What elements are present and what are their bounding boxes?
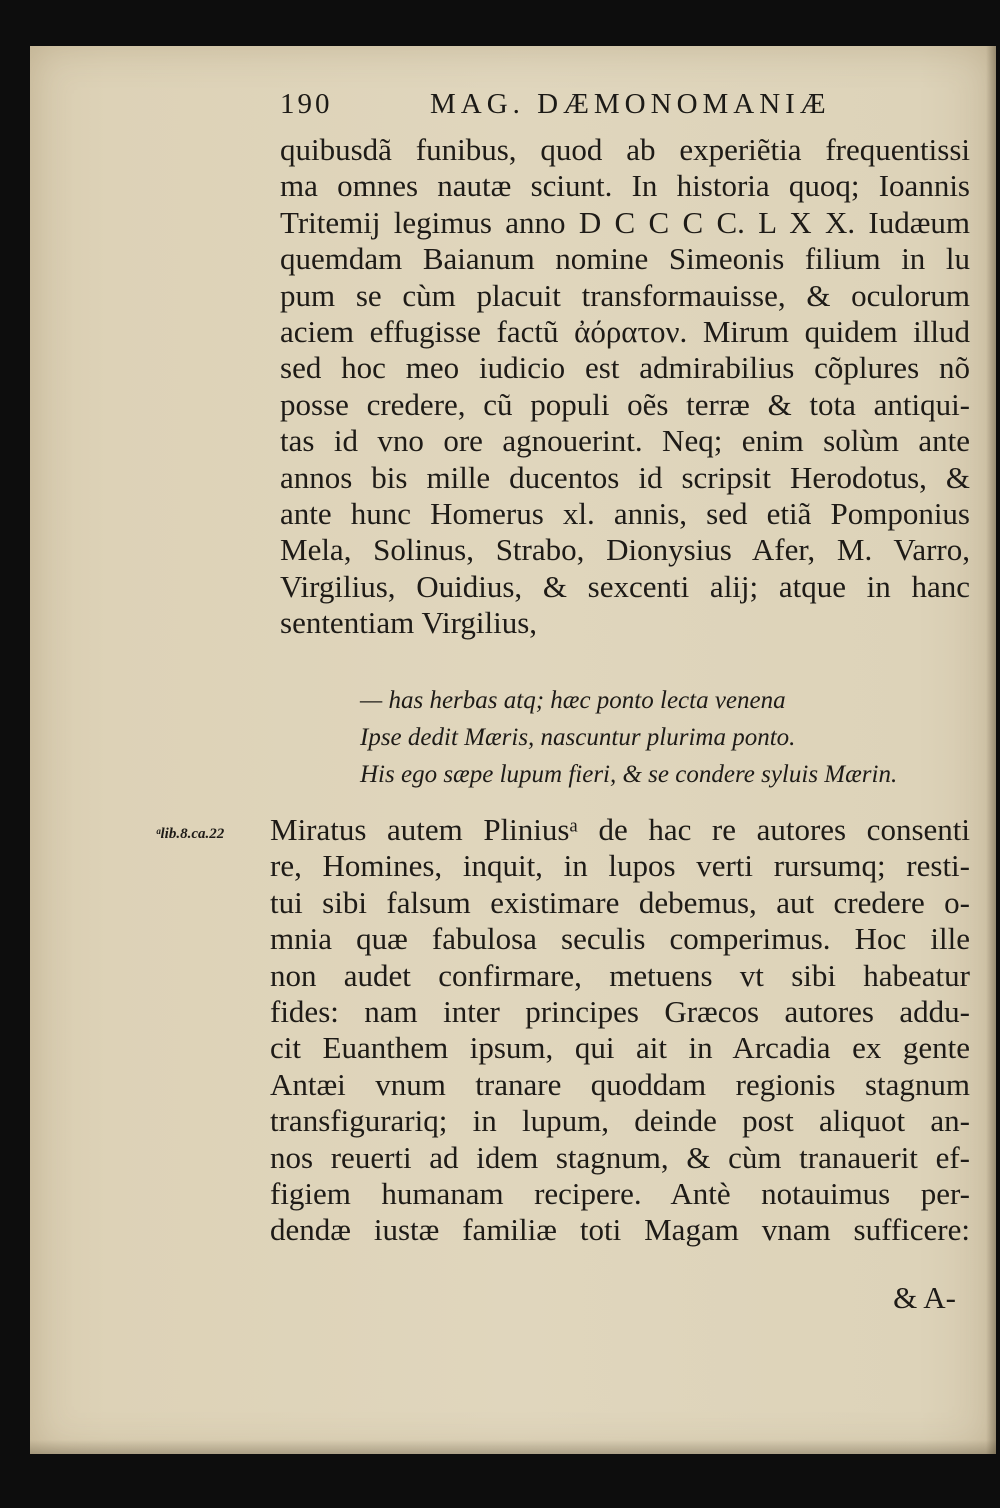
text-line: Mela, Solinus, Strabo, Dionysius Afer, M. Varro,	[280, 532, 970, 568]
text-line: tas id vno ore agnouerint. Neq; enim solùm ante	[280, 423, 970, 459]
text-line: posse credere, cũ populi oẽs terræ & tota antiqui-	[280, 386, 970, 422]
text-line: pum se cùm placuit transformauisse, & oculorum	[280, 277, 970, 313]
text-line: dendæ iustæ familiæ toti Magam vnam sufficere:	[270, 1212, 970, 1248]
text-line: quemdam Baianum nomine Simeonis filium in lu	[280, 241, 970, 277]
paragraph-2	[270, 812, 970, 1249]
paragraph-1	[280, 132, 970, 641]
running-title: MAG. DÆMONOMANIÆ	[430, 88, 831, 120]
verse-quotation	[360, 682, 970, 793]
text-line: Antæi vnum tranare quoddam regionis stagnum	[270, 1066, 970, 1102]
text-line: Tritemij legimus anno D C C C C. L X X. Iudæum	[280, 204, 970, 240]
page-edge-shadow	[986, 46, 996, 1454]
page-number: 190	[280, 88, 333, 120]
text-line: mnia quæ fabulosa seculis comperimus. Hoc ille	[270, 921, 970, 957]
text-line: re, Homines, inquit, in lupos verti rursumq; resti-	[270, 848, 970, 884]
text-line: Virgilius, Ouidius, & sexcenti alij; atque in hanc	[280, 568, 970, 604]
text-line: figiem humanam recipere. Antè notauimus per-	[270, 1175, 970, 1211]
text-line: fides: nam inter principes Græcos autores addu-	[270, 993, 970, 1029]
text-line: ma omnes nautæ sciunt. In historia quoq; Ioannis	[280, 168, 970, 204]
text-line: nos reuerti ad idem stagnum, & cùm tranauerit ef-	[270, 1139, 970, 1175]
verse-line: His ego sæpe lupum fieri, & se condere syluis Mærin.	[360, 761, 898, 788]
verse-line: Ipse dedit Mæris, nascuntur plurima ponto.	[360, 724, 796, 751]
running-head	[280, 88, 920, 128]
text-line: sed hoc meo iudicio est admirabilius cõplures nõ	[280, 350, 970, 386]
text-line: aciem effugisse factũ ἀόρατον. Mirum quidem illud	[280, 313, 970, 349]
text-line: ante hunc Homerus xl. annis, sed etiã Pomponius	[280, 495, 970, 531]
book-page	[30, 46, 996, 1454]
catchword: & A-	[893, 1280, 956, 1315]
text-line: cit Euanthem ipsum, qui ait in Arcadia ex gente	[270, 1030, 970, 1066]
text-line: sententiam Virgilius,	[280, 605, 538, 641]
marginal-note: ᵃlib.8.ca.22	[156, 826, 225, 842]
text-line: transfigurariq; in lupum, deinde post aliquot an-	[270, 1103, 970, 1139]
verse-line: — has herbas atq; hæc ponto lecta venena	[360, 687, 786, 714]
text-line: annos bis mille ducentos id scripsit Herodotus, &	[280, 459, 970, 495]
page-bottom-shadow	[30, 1440, 996, 1454]
text-line: non audet confirmare, metuens vt sibi habeatur	[270, 957, 970, 993]
text-line: Miratus autem Pliniusᵃ de hac re autores consenti	[270, 812, 970, 847]
text-line: quibusdã funibus, quod ab experiẽtia frequentissi	[280, 132, 970, 167]
text-line: tui sibi falsum existimare debemus, aut credere o-	[270, 884, 970, 920]
